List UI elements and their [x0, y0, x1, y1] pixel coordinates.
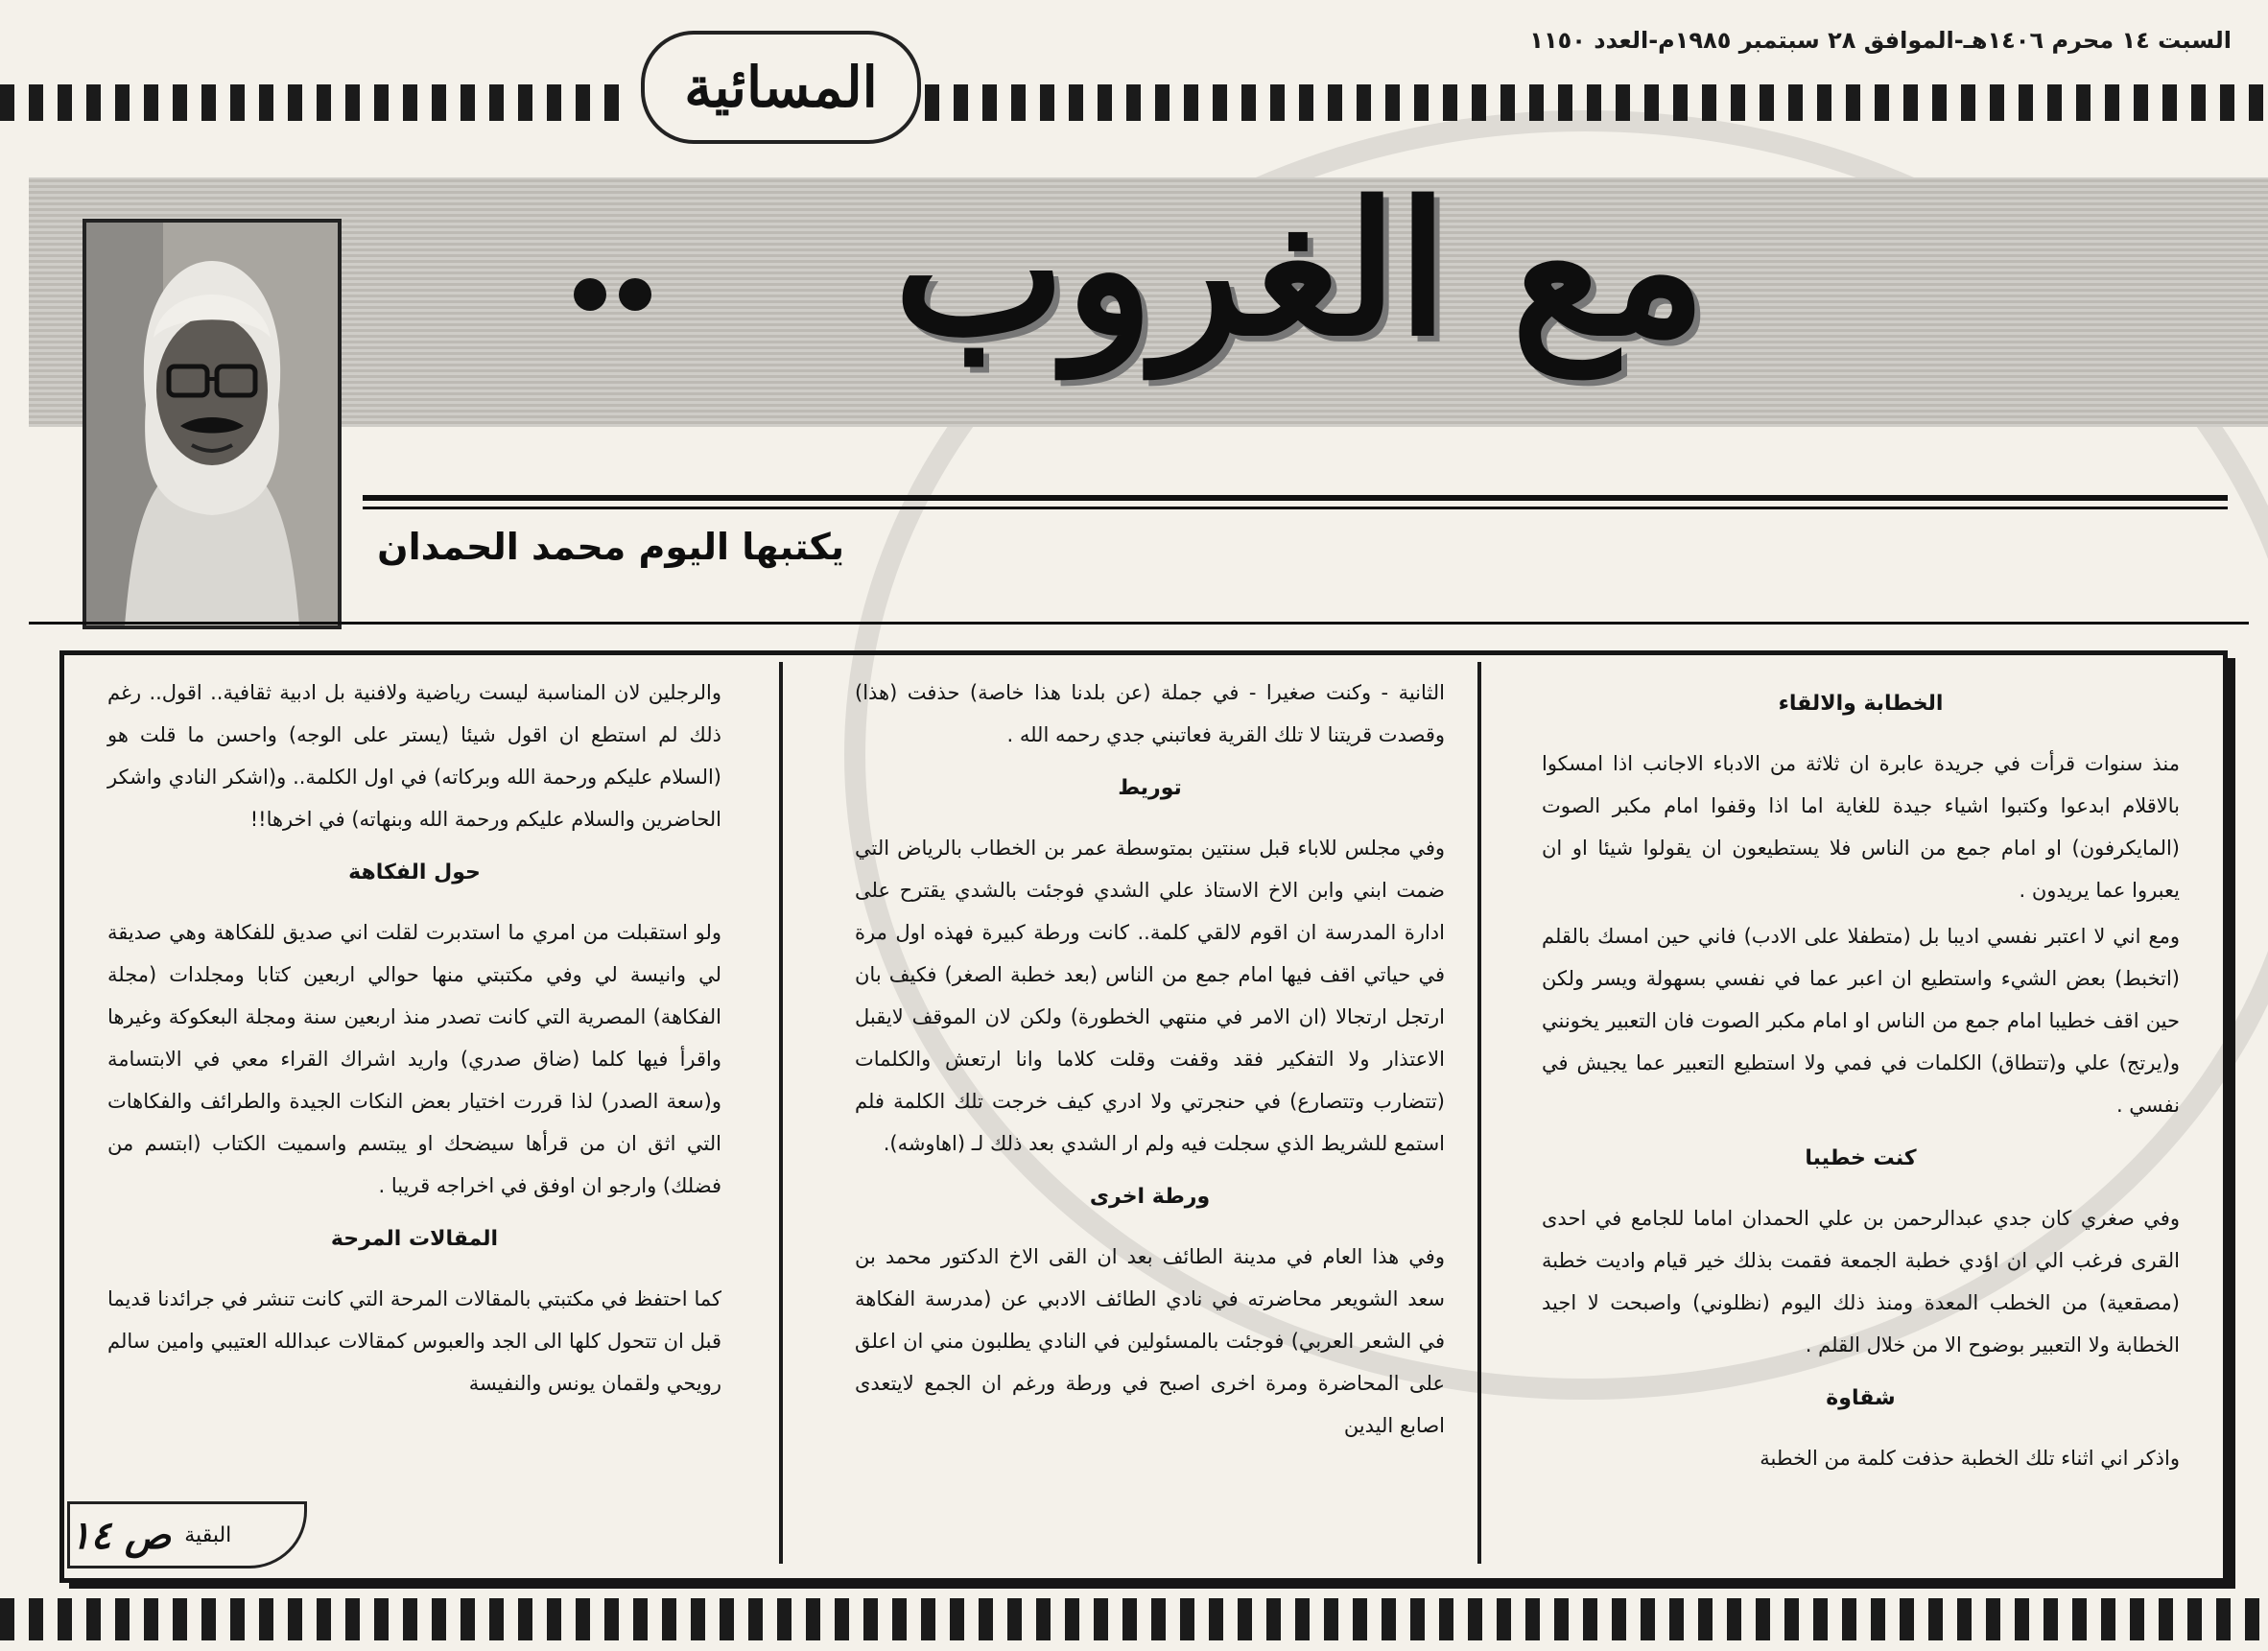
- article-paragraph: وفي هذا العام في مدينة الطائف بعد ان القى الاخ الدكتور محمد بن سعد الشويعر محاضرته في نادي الطائف الادبي عن (مدرسة الفكاهة في الشعر العربي) فوجئت بالمسئولين في النادي يطلبون مني ان اعلق على المحاضرة ومرة اخرى اصبح في ورطة ورغم ان الجمع لايتعدى اصابع اليدين: [855, 1245, 1445, 1437]
- article-column-1: [1542, 672, 2180, 1483]
- article-paragraph: منذ سنوات قرأت في جريدة عابرة ان ثلاثة من الادباء الاجانب اذا امسكوا بالاقلام ابدعوا وكتبوا اشياء جيدة للغاية اما اذا وقفوا امام مكبر الصوت (المايكرفون) او امام جمع من الناس فلا يستطيعون ان يقولوا شيئا او ان يعبروا عما يريدون .: [1542, 752, 2180, 902]
- article-paragraph: وفي مجلس للاباء قبل سنتين بمتوسطة عمر بن الخطاب بالرياض التي ضمت ابني وابن الاخ الاستاذ علي الشدي فوجئت بالشدي يقترح على ادارة المدرسة ان اقوم لالقي كلمة.. كانت ورطة كبيرة فهذه اول مرة في حياتي اقف فيها امام جمع من الناس (بعد خطبة الصغر) فكيف بان ارتجل ارتجالا (ان الامر في منتهي الخطورة) ولكن لان الموقف لايقبل الاعتذار ولا التفكير فقد وقفت وقلت كلاما وانا ارتعش والكلمات (تتضارب وتتصارع) في حنجرتي ولا ادري كيف خرجت تلك الكلمة فلم استمع للشريط الذي سجلت فيه ولم ار الشدي بعد ذلك لـ (اهاوشه).: [855, 837, 1445, 1155]
- masthead-stripe-left: [0, 84, 624, 121]
- section-heading: المقالات المرحة: [330, 1227, 499, 1251]
- byline: يكتبها اليوم محمد الحمدان: [377, 526, 844, 568]
- section-heading: كنت خطيبا: [1805, 1146, 1917, 1170]
- section-heading: توريط: [1118, 776, 1182, 800]
- section-heading: حول الفكاهة: [348, 861, 481, 884]
- article-paragraph: وفي صغري كان جدي عبدالرحمن بن علي الحمدان اماما للجامع في احدى القرى فرغب الي ان اؤدي خطبة الجمعة فقمت بذلك خير قيام واديت خطبة (مصقعية) من الخطب المعدة ومنذ ذلك اليوم (نظلوني) واصبحت لا اجيد الخطابة ولا التعبير بوضوح الا من خلال القلم .: [1542, 1207, 2180, 1356]
- column-title: مع الغروب: [893, 161, 1707, 376]
- byline-rule-top: [363, 495, 2228, 501]
- dateline: السبت ١٤ محرم ١٤٠٦هـ-الموافق ٢٨ سبتمبر ١٩٨٥م-العدد ١١٥٠: [1529, 27, 2232, 54]
- article-paragraph: ولو استقبلت من امري ما استدبرت لقلت اني صديق للفكاهة وهي صديقة لي وانيسة لي وفي مكتبتي منها حوالي اربعين كتابا ومجلدات (مجلة الفكاهة) المصرية التي كانت تصدر منذ اربعين سنة ومجلة البعكوكة وغيرها واقرأ فيها كلما (ضاق صدري) واريد اشراك القراء معي في الابتسامة و(سعة الصدر) لذا قررت اختيار بعض النكات الجيدة والطرائف والفكاهات التي اثق ان من قرأها سيضحك او يبتسم واسميت الكتاب (ابتسم من فضلك) وارجو ان اوفق في اخراجه قريبا .: [107, 921, 721, 1197]
- portrait-image: [86, 223, 338, 625]
- title-dot-icon: [574, 278, 606, 311]
- header-frame-rule: [29, 597, 2249, 625]
- continued-label: البقية: [184, 1522, 232, 1547]
- footer-stripe: [0, 1598, 2268, 1640]
- article-paragraph: والرجلين لان المناسبة ليست رياضية ولافنية بل ادبية ثقافية.. اقول.. رغم ذلك لم استطع ان اقول شيئا (يستر على الوجه) واحسن ما قلت هو (السلام عليكم ورحمة الله وبركاته) في اول الكلمة.. و(اشكر النادي واشكر الحاضرين والسلام عليكم ورحمة الله وبنهاته) في اخرها!!: [107, 681, 721, 831]
- article-paragraph: كما احتفظ في مكتبتي بالمقالات المرحة التي كانت تنشر في جرائدنا قديما قبل ان تتحول كلها الى الجد والعبوس كمقالات عبدالله العتيبي وامين سالم رويحي ولقمان يونس والنفيسة: [107, 1287, 721, 1395]
- article-paragraph: ومع اني لا اعتبر نفسي اديبا بل (متطفلا على الادب) فاني حين امسك بالقلم (اتخبط) بعض الشيء واستطيع ان اعبر عما في نفسي بسهولة ويسر ولكن حين اقف خطيبا امام جمع من الناس او امام مكبر الصوت فان التعبير يخونني و(يرتج) علي و(تتطاق) الكلمات في فمي ولا استطيع التعبير عما يجيش في نفسي .: [1542, 925, 2180, 1117]
- section-heading: الخطابة والالقاء: [1778, 692, 1944, 716]
- article-paragraph: الثانية - وكنت صغيرا - في جملة (عن بلدنا هذا خاصة) حذفت (هذا) وقصدت قريتنا لا تلك القرية فعاتبني جدي رحمه الله .: [855, 681, 1445, 746]
- masthead-stripe-right: [925, 84, 2268, 121]
- section-heading: ورطة اخرى: [1089, 1185, 1211, 1209]
- column-separator: [1477, 662, 1481, 1564]
- section-heading: شقاوة: [1826, 1386, 1896, 1410]
- newspaper-logo: المسائية: [641, 31, 921, 144]
- continued-page: ص ١٤: [70, 1512, 172, 1558]
- article-paragraph: واذكر اني اثناء تلك الخطبة حذفت كلمة من الخطبة: [1760, 1447, 2180, 1470]
- continued-marker: [67, 1501, 307, 1568]
- column-separator: [779, 662, 783, 1564]
- article-column-3: [107, 672, 721, 1408]
- byline-rule-top-thin: [363, 507, 2228, 509]
- title-dot-icon: [619, 278, 651, 311]
- article-column-2: [855, 672, 1445, 1451]
- author-photo: [83, 219, 342, 629]
